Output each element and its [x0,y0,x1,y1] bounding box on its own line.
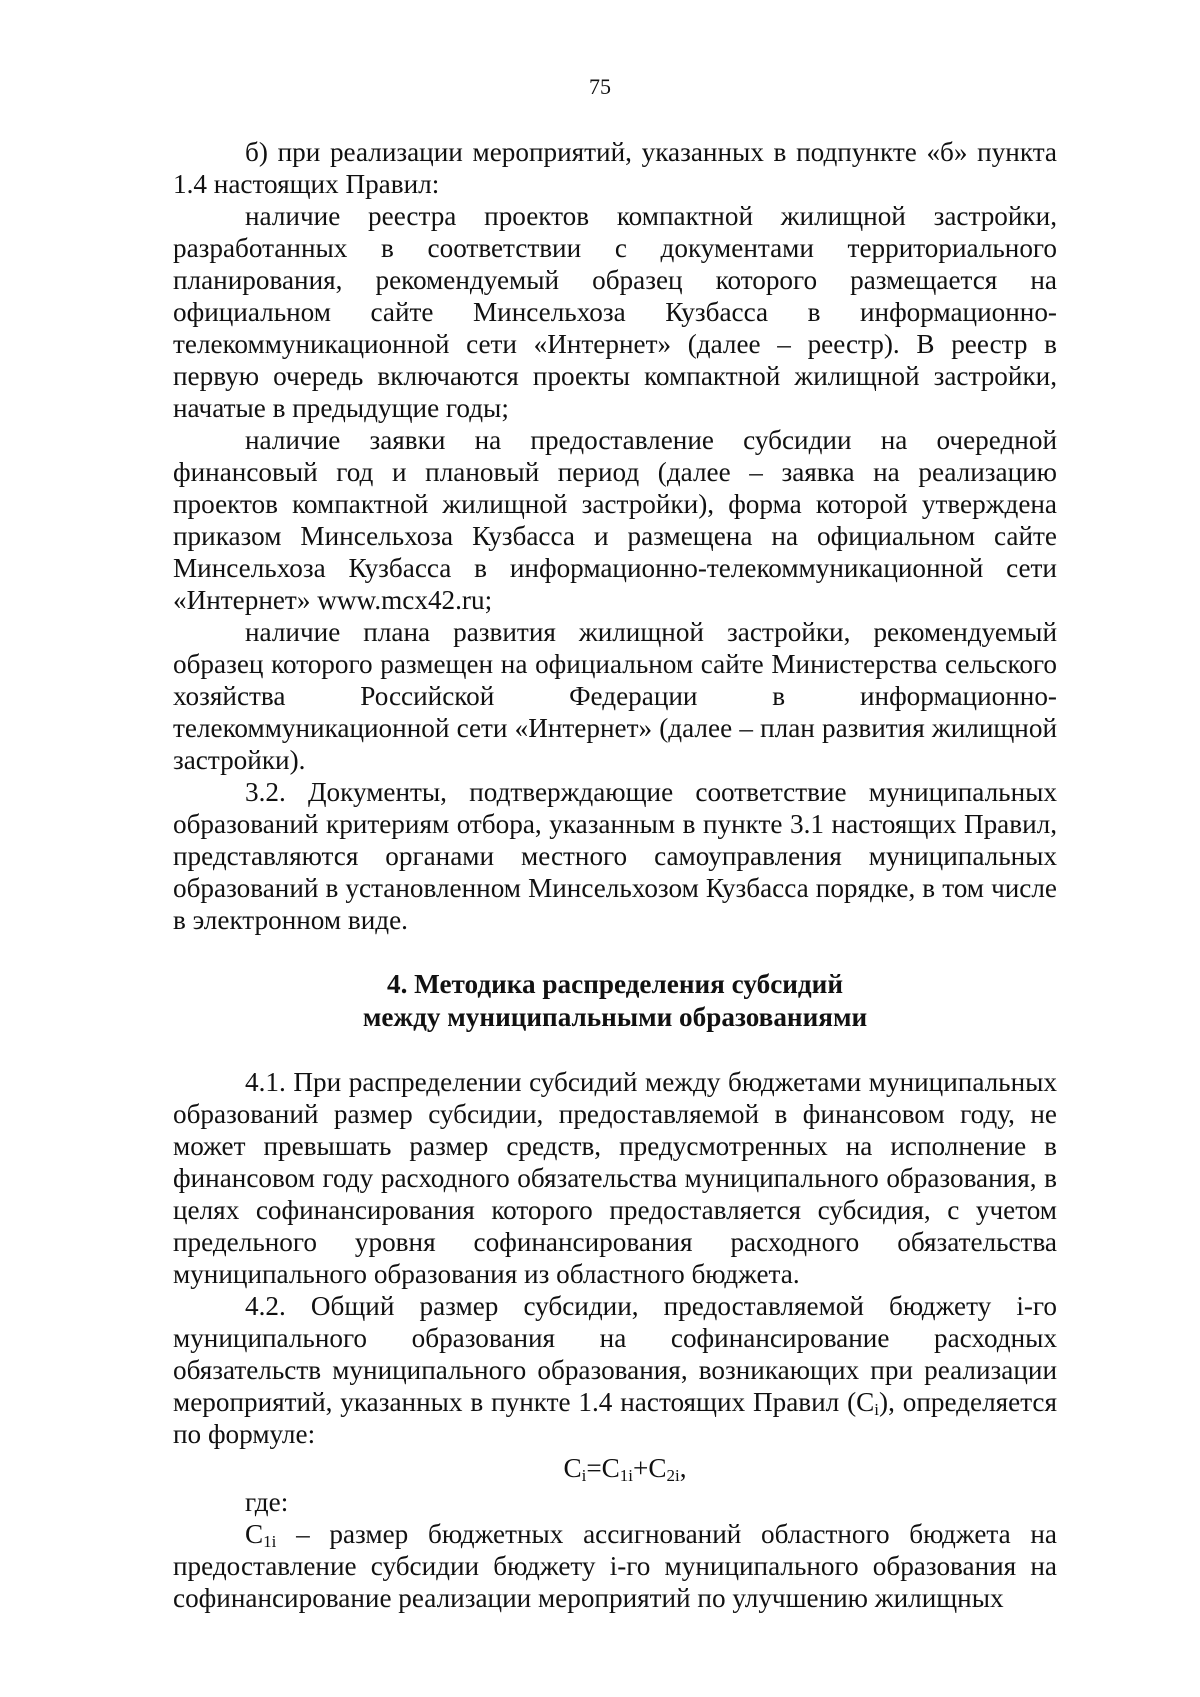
formula-subscript: 2i [666,1466,680,1485]
paragraph-4-2-text: 4.2. Общий размер субсидии, предоставляемой бюджету i-го муниципального образования на софинансирование расходных обязательств муниципального образования, возникающих при реализации мероприятий, указанных в пункте 1.4 настоящих Правил (C [173,1291,1057,1417]
definition-paragraph [173,1518,1057,1614]
document-body [173,136,1057,1614]
paragraph: 3.2. Документы, подтверждающие соответствие муниципальных образований критериям отбора, указанным в пункте 3.1 настоящих Правил, представляются органами местного самоуправления муниципальных образований в установленном Минсельхозом Кузбасса порядке, в том числе в электронном виде. [173,777,1057,935]
formula-subscript: i [581,1466,587,1485]
paragraph: наличие плана развития жилищной застройки, рекомендуемый образец которого размещен на официальном сайте Министерства сельского хозяйства Российской Федерации в информационно-телекоммуникационной сети «Интернет» (далее – план развития жилищной застройки). [173,617,1057,775]
formula [173,1450,1057,1486]
formula-symbol: =C [586,1453,620,1483]
paragraph: б) при реализации мероприятий, указанных в подпункте «б» пункта 1.4 настоящих Правил: [173,137,1057,199]
paragraph-4-2-tail: ), определяется по формуле: [173,1387,1057,1449]
formula-symbol: +C [633,1453,667,1483]
section-heading-line-2: между муниципальными образованиями [362,1002,868,1032]
paragraph-4-2 [173,1290,1057,1450]
paragraph: наличие заявки на предоставление субсидии на очередной финансовый год и плановый период (далее – заявка на реализацию проектов компактной жилищной застройки), форма которой утверждена приказом Минсельхоза Кузбасса и размещена на официальном сайте Минсельхоза Кузбасса в информационно-телекоммуникационной сети «Интернет» www.mcx42.ru; [173,425,1057,615]
where-label: где: [245,1487,289,1517]
definition-symbol: C [245,1519,264,1549]
paragraph: 4.1. При распределении субсидий между бюджетами муниципальных образований размер субсидии, предоставляемой в финансовом году, не может превышать размер средств, предусмотренных на исполнение в финансовом году расходного обязательства муниципального образования, в целях софинансирования которого предоставляется субсидия, с учетом предельного уровня софинансирования расходного обязательства муниципального образования из областного бюджета. [173,1067,1057,1289]
page-number: 75 [589,74,611,99]
formula-subscript: 1i [619,1466,634,1485]
formula-punctuation: , [679,1453,687,1483]
definition-subscript: 1i [263,1532,277,1551]
section-heading [173,968,1057,1034]
subscript: i [874,1400,880,1419]
section-heading-line-1: 4. Методика распределения субсидий [386,969,844,999]
definition-text: – размер бюджетных ассигнований областного бюджета на предоставление субсидии бюджету i-го муниципального образования на софинансирование реализации мероприятий по улучшению жилищных [173,1519,1057,1613]
paragraph: наличие реестра проектов компактной жилищной застройки, разработанных в соответствии с документами территориального планирования, рекомендуемый образец которого размещается на официальном сайте Минсельхоза Кузбасса в информационно-телекоммуникационной сети «Интернет» (далее – реестр). В реестр в первую очередь включаются проекты компактной жилищной застройки, начатые в предыдущие годы; [173,201,1057,423]
formula-symbol: C [563,1453,582,1483]
